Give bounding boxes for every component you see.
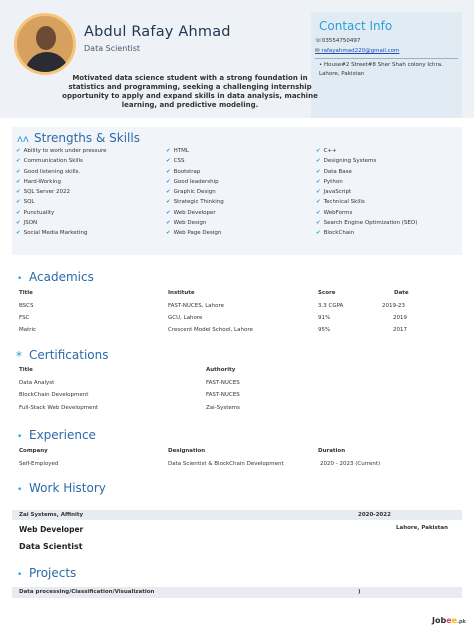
- skill-label: Web Design: [173, 220, 207, 227]
- skill-item: [316, 189, 417, 199]
- check-icon: ✔: [316, 199, 321, 206]
- project-name: Data processing/Classification/Visualization: [19, 589, 155, 595]
- check-icon: ✔: [16, 148, 21, 154]
- table-cell: Data Analyst: [19, 380, 55, 386]
- experience-title: Experience: [29, 428, 96, 442]
- skill-label: Good listening skills.: [23, 168, 81, 175]
- avatar-body: [25, 52, 69, 75]
- strengths-icon: ᴧᴧ: [17, 134, 29, 145]
- academics-header-date: Date: [394, 290, 409, 296]
- skill-item: [16, 169, 107, 179]
- check-icon: ✔: [16, 220, 21, 227]
- skill-label: CSS: [173, 158, 185, 165]
- skill-label: Punctuality: [23, 209, 55, 216]
- skill-label: Good leadership: [173, 178, 219, 185]
- work-history-location: Lahore, Pakistan: [396, 525, 449, 531]
- check-icon: ✔: [16, 209, 21, 216]
- table-cell: Matric: [19, 327, 37, 333]
- table-cell: 2017: [393, 327, 407, 333]
- skill-label: Search Engine Optimization (SEO): [323, 220, 418, 227]
- check-icon: ✔: [16, 158, 21, 165]
- skill-label: Technical Skills: [323, 199, 365, 206]
- skill-label: C++: [323, 148, 337, 154]
- projects-icon: •: [17, 570, 23, 580]
- skill-item: [166, 169, 224, 179]
- cert-header-title: Title: [19, 367, 33, 373]
- table-cell: FSC: [19, 315, 30, 321]
- skill-label: SQL Server 2022: [23, 189, 71, 196]
- skill-label: Web Developer: [173, 209, 216, 216]
- skill-item: [166, 230, 224, 240]
- check-icon: ✔: [16, 199, 21, 206]
- contact-email[interactable]: ✉ rafayahmad220@gmail.com: [315, 48, 400, 54]
- work-history-role: Web Developer: [19, 525, 84, 534]
- exp-header-duration: Duration: [318, 448, 346, 454]
- skill-item: [316, 220, 417, 230]
- skill-item: [316, 148, 417, 158]
- check-icon: ✔: [166, 220, 171, 227]
- check-icon: ✔: [166, 189, 171, 196]
- projects-title: Projects: [29, 566, 77, 580]
- avatar: [14, 13, 76, 75]
- contact-divider: [315, 58, 458, 59]
- academics-header-institute: Institute: [168, 290, 195, 296]
- check-icon: ✔: [316, 189, 321, 196]
- table-cell: 2019: [393, 315, 407, 321]
- check-icon: ✔: [316, 148, 321, 154]
- work-history-company: Zai Systems, Affinity: [19, 512, 84, 518]
- contact-title: Contact Info: [319, 19, 393, 33]
- skill-item: [16, 148, 107, 158]
- table-cell: 3.3 CGPA: [318, 303, 344, 309]
- check-icon: ✔: [166, 209, 171, 216]
- check-icon: ✔: [316, 178, 321, 185]
- skill-label: Data Base: [323, 168, 352, 175]
- skill-label: Communication Skills: [23, 158, 83, 165]
- table-cell: 2020 - 2023 (Current): [320, 461, 381, 467]
- skills-column-2: [166, 148, 224, 241]
- skill-item: [16, 179, 107, 189]
- work-history-date: 2020-2022: [358, 512, 391, 518]
- skill-item: [166, 189, 224, 199]
- academics-icon: •: [17, 274, 23, 284]
- skill-item: [166, 220, 224, 230]
- check-icon: ✔: [316, 168, 321, 175]
- skill-item: [166, 158, 224, 168]
- table-cell: 95%: [318, 327, 331, 333]
- skill-label: JSON: [23, 220, 38, 227]
- exp-header-company: Company: [19, 448, 48, 454]
- project-paren: ): [358, 589, 361, 595]
- skill-label: Hard-Working: [23, 178, 61, 185]
- contact-address: • House#2 Street#8 Sher Shah colony Ichra. Lahore, Pakistan: [319, 62, 443, 77]
- table-cell: 91%: [318, 315, 331, 321]
- skills-column-3: [316, 148, 417, 241]
- check-icon: ✔: [166, 148, 171, 154]
- table-cell: Data Scientist & BlockChain Development: [168, 461, 284, 467]
- skill-label: SQL: [23, 199, 35, 206]
- phone-icon: ☏: [315, 38, 322, 44]
- skill-label: Social Media Marketing: [23, 230, 88, 237]
- skill-item: [166, 210, 224, 220]
- skill-label: Designing Systems: [323, 158, 377, 165]
- work-history-title: Work History: [29, 481, 106, 495]
- certifications-title: Certifications: [29, 348, 109, 362]
- check-icon: ✔: [16, 189, 21, 196]
- skill-label: Ability to work under pressure: [23, 148, 107, 154]
- email-icon: ✉: [315, 48, 322, 54]
- skill-item: [16, 199, 107, 209]
- skill-label: Strategic Thinking: [173, 199, 224, 206]
- skill-item: [16, 189, 107, 199]
- table-cell: BlockChain Development: [19, 392, 89, 398]
- check-icon: ✔: [166, 158, 171, 165]
- table-cell: FAST-NUCES, Lahore: [168, 303, 225, 309]
- skill-item: [166, 148, 224, 158]
- table-cell: FAST-NUCES: [206, 392, 240, 398]
- profile-title: Data Scientist: [84, 44, 140, 53]
- table-cell: Zai-Systems: [206, 405, 241, 411]
- table-cell: GCU, Lahore: [168, 315, 203, 321]
- check-icon: ✔: [16, 230, 21, 237]
- skill-item: [166, 199, 224, 209]
- skill-item: [316, 158, 417, 168]
- skills-column-1: [16, 148, 107, 241]
- check-icon: ✔: [316, 209, 321, 216]
- jobee-logo: Jobee.pk: [432, 616, 466, 625]
- profile-name: Abdul Rafay Ahmad: [84, 24, 231, 40]
- strengths-title: Strengths & Skills: [34, 131, 140, 145]
- table-cell: Self-Employed: [19, 461, 59, 467]
- check-icon: ✔: [316, 158, 321, 165]
- skill-item: [316, 210, 417, 220]
- check-icon: ✔: [16, 168, 21, 175]
- check-icon: ✔: [166, 199, 171, 206]
- table-cell: Full-Stack Web Development: [19, 405, 99, 411]
- skill-item: [316, 179, 417, 189]
- contact-phone: ☏03554750497: [315, 38, 361, 44]
- avatar-head: [36, 26, 56, 50]
- check-icon: ✔: [166, 178, 171, 185]
- profile-summary: Motivated data science student with a strong foundation in statistics and programming, seeking a challenging internship opportunity to apply and expand skills in data analysis, machine learning, and predictive modeling.: [62, 74, 318, 109]
- skill-label: Graphic Design: [173, 189, 216, 196]
- skill-label: WebForms: [323, 209, 353, 216]
- skill-item: [16, 158, 107, 168]
- skill-label: HTML: [173, 148, 189, 154]
- skill-label: Python: [323, 178, 343, 185]
- academics-header-score: Score: [318, 290, 336, 296]
- skill-item: [316, 169, 417, 179]
- check-icon: ✔: [16, 178, 21, 185]
- skill-label: Bootstrap: [173, 168, 201, 175]
- experience-icon: •: [17, 432, 23, 442]
- cert-header-authority: Authority: [206, 367, 236, 373]
- check-icon: ✔: [166, 230, 171, 237]
- skill-item: [16, 210, 107, 220]
- skill-label: Web Page Design: [173, 230, 222, 237]
- check-icon: ✔: [316, 230, 321, 237]
- work-history-icon: •: [17, 485, 23, 495]
- table-cell: Crescent Model School, Lahore: [168, 327, 253, 333]
- academics-title: Academics: [29, 270, 94, 284]
- table-cell: FAST-NUCES: [206, 380, 240, 386]
- skill-label: BlockChain: [323, 230, 355, 237]
- skill-item: [16, 220, 107, 230]
- check-icon: ✔: [316, 220, 321, 227]
- certifications-icon: *: [16, 349, 22, 363]
- work-history-role-2: Data Scientist: [19, 542, 83, 551]
- skill-item: [316, 230, 417, 240]
- check-icon: ✔: [166, 168, 171, 175]
- skill-item: [316, 199, 417, 209]
- skill-item: [16, 230, 107, 240]
- table-cell: 2019-23: [382, 303, 405, 309]
- exp-header-designation: Designation: [168, 448, 206, 454]
- skill-item: [166, 179, 224, 189]
- table-cell: BSCS: [19, 303, 34, 309]
- skill-label: JavaScript: [323, 189, 352, 196]
- academics-header-title: Title: [19, 290, 33, 296]
